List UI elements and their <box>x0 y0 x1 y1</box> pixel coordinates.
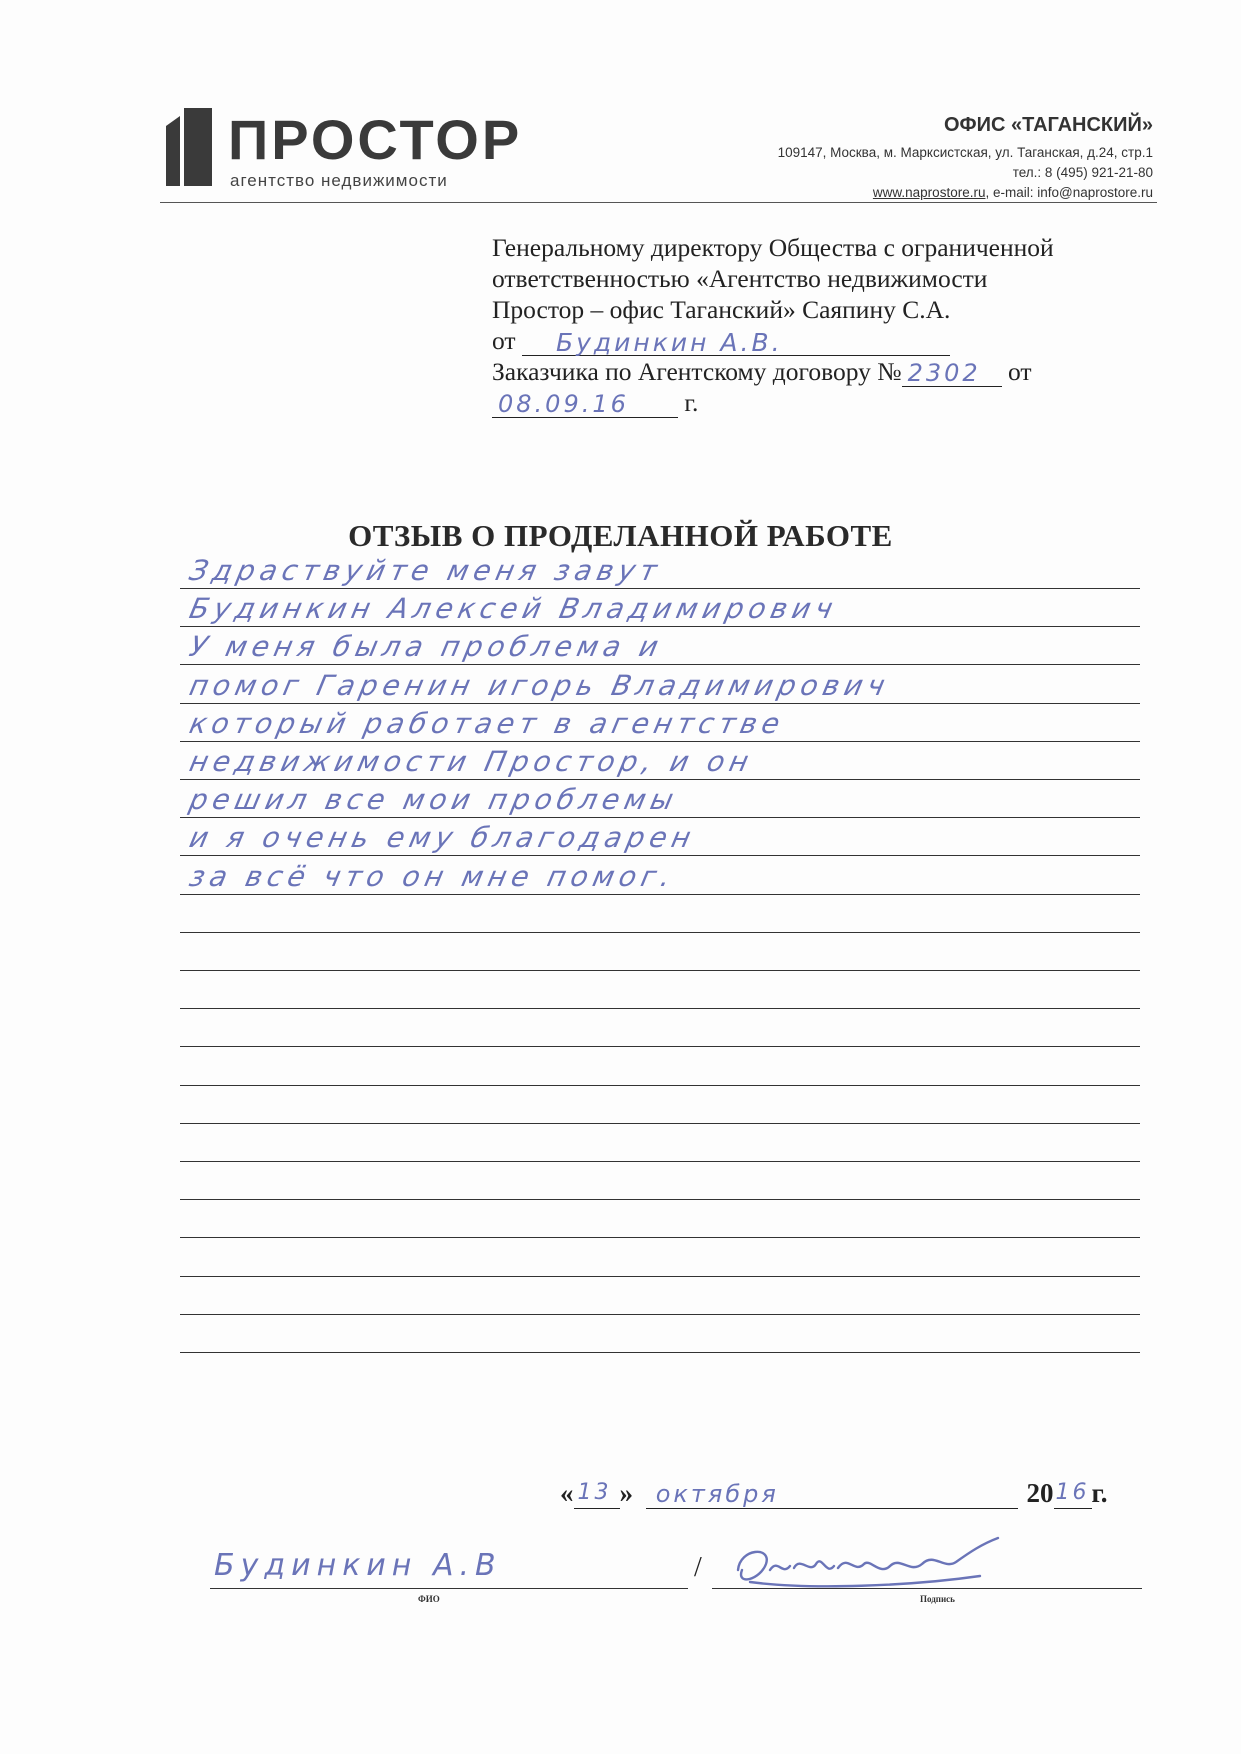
ruled-line <box>180 1352 1140 1353</box>
date-year-mark: г. <box>1091 1478 1108 1508</box>
contract-number-handwritten: 2302 <box>907 359 981 387</box>
contract-row <box>492 356 1054 387</box>
office-address: 109147, Москва, м. Марксистская, ул. Таганская, д.24, стр.1 <box>777 145 1153 160</box>
review-handwritten-line: и я очень ему благодарен <box>186 821 699 855</box>
date-day-handwritten: 13 <box>577 1480 612 1505</box>
ruled-line <box>180 1237 1140 1238</box>
brand-subtitle: агентство недвижимости <box>230 171 448 190</box>
review-handwritten-line: Будинкин Алексей Владимирович <box>186 592 841 626</box>
brand-name: ПРОСТОР <box>228 108 523 171</box>
contract-label: Заказчика по Агентскому договору № <box>492 357 902 386</box>
date-year-field[interactable] <box>1054 1480 1092 1509</box>
office-title: ОФИС «ТАГАНСКИЙ» <box>943 114 1153 136</box>
ruled-line <box>180 588 1140 589</box>
header-divider <box>160 202 1157 203</box>
ruled-line <box>180 626 1140 627</box>
review-handwritten-line: У меня была проблема и <box>186 630 667 664</box>
review-handwritten-line: недвижимости Простор, и он <box>186 745 757 778</box>
ruled-line <box>180 970 1140 971</box>
ruled-line <box>180 932 1140 933</box>
review-handwritten-line: который работает в агентстве <box>186 706 788 740</box>
ruled-line <box>180 1085 1140 1086</box>
contract-date-field[interactable] <box>492 389 678 418</box>
ruled-line <box>180 1276 1140 1277</box>
from-field[interactable] <box>522 327 950 356</box>
ruled-line <box>180 817 1140 818</box>
signature-caption: Подпись <box>920 1594 955 1604</box>
date-day-field[interactable] <box>574 1480 620 1509</box>
ruled-line <box>180 779 1140 780</box>
ruled-line <box>180 741 1140 742</box>
fio-caption: ФИО <box>418 1594 440 1604</box>
ruled-line <box>180 1199 1140 1200</box>
date-month-handwritten: октября <box>655 1480 779 1508</box>
ruled-line <box>180 664 1140 665</box>
ruled-line <box>180 1314 1140 1315</box>
date-row <box>560 1478 1107 1509</box>
addressee-line-3: Простор – офис Таганский» Саяпину С.А. <box>492 295 951 324</box>
review-handwritten-line: помог Гаренин игорь Владимирович <box>186 668 893 702</box>
from-label: от <box>492 326 516 355</box>
date-close-quote: » <box>619 1478 633 1508</box>
addressee-from-row <box>492 325 1054 356</box>
year-suffix: г. <box>684 388 699 417</box>
addressee-line-1: Генеральному директору Общества с ограниченной <box>492 233 1054 262</box>
addressee-line-2: ответственностью «Агентство недвижимости <box>492 264 988 293</box>
website-link[interactable]: www.naprostore.ru <box>872 185 986 200</box>
date-year-handwritten: 16 <box>1055 1480 1090 1505</box>
ruled-line <box>180 1161 1140 1162</box>
contract-date-row <box>492 387 1054 418</box>
addressee-block <box>492 232 1054 418</box>
ruled-line <box>180 855 1140 856</box>
document-title: ОТЗЫВ О ПРОДЕЛАННОЙ РАБОТЕ <box>348 518 893 553</box>
brand-logo-icon <box>160 108 212 186</box>
signature-separator: / <box>694 1552 702 1583</box>
ruled-line <box>180 1008 1140 1009</box>
date-month-field[interactable] <box>646 1480 1018 1509</box>
ruled-line <box>180 1123 1140 1124</box>
ruled-line <box>180 703 1140 704</box>
contract-from-label: от <box>1007 357 1032 386</box>
ruled-line <box>180 1046 1140 1047</box>
from-handwritten: Будинкин А.В. <box>555 328 783 357</box>
office-contacts <box>778 183 1153 203</box>
review-handwritten-line: решил все мои проблемы <box>186 783 682 817</box>
fio-line[interactable] <box>210 1588 688 1589</box>
office-phone: тел.: 8 (495) 921-21-80 <box>1012 165 1153 180</box>
ruled-line <box>180 894 1140 895</box>
office-email: , e-mail: info@naprostore.ru <box>985 185 1153 200</box>
date-year-prefix: 20 <box>1026 1478 1054 1508</box>
review-handwritten-line: Здраствуйте меня завут <box>186 554 665 587</box>
fio-handwritten: Будинкин А.В <box>214 1548 502 1583</box>
handwritten-signature-icon <box>730 1530 1020 1600</box>
review-handwritten-line: за всё что он мне помог. <box>186 859 679 893</box>
contract-date-handwritten: 08.09.16 <box>498 390 629 418</box>
office-info <box>778 114 1153 203</box>
contract-number-field[interactable] <box>902 358 1002 387</box>
date-open-quote: « <box>560 1478 574 1508</box>
